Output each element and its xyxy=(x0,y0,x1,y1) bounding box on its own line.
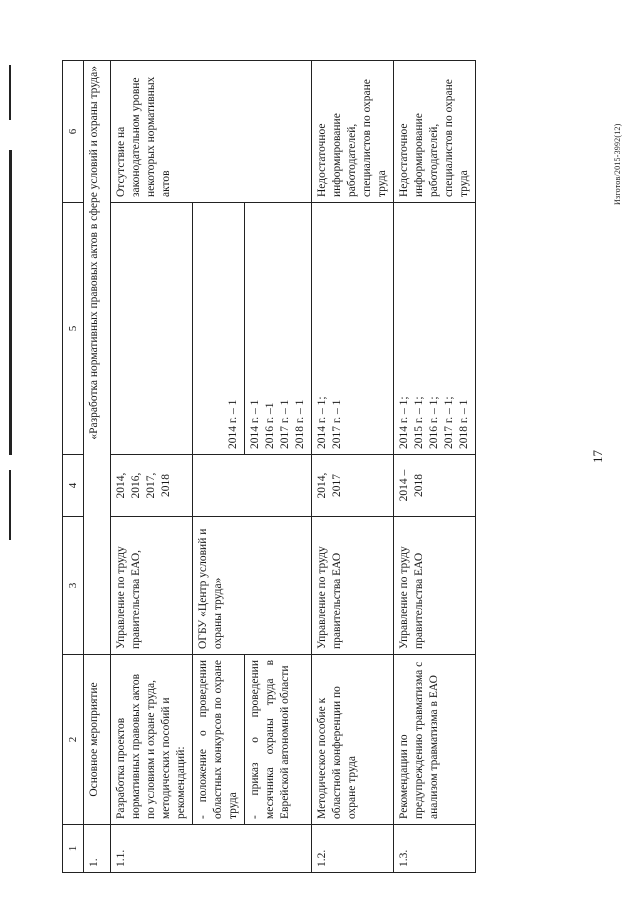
document-stamp: Изготов/2015-3992(12) xyxy=(613,123,622,205)
row-number: 1.3. xyxy=(394,825,476,873)
risk: Отсутствие на законодательном уровне некоторых нормативных актов xyxy=(111,61,312,203)
years: 2014 – 2018 xyxy=(394,455,476,517)
executor: Управление по труду правительства ЕАО, xyxy=(111,517,193,655)
header-cell: 6 xyxy=(63,61,84,203)
header-cell: 1 xyxy=(63,825,84,873)
executor: ОГБУ «Центр условий и охраны труда» xyxy=(193,517,312,655)
measure-text: Рекомендации по предупреждению травматизма с анализом травматизма в ЕАО xyxy=(394,655,476,825)
measure-text: - положение о проведении областных конкурсов по охране труда xyxy=(193,655,245,825)
section-title: Основное мероприятие xyxy=(84,655,111,825)
program-table xyxy=(62,60,476,873)
table-row xyxy=(111,61,193,873)
section-number: 1. xyxy=(84,825,111,873)
header-cell: 5 xyxy=(63,203,84,455)
measure-text: Методическое пособие к областной конференции по охране труда xyxy=(312,655,394,825)
risk: Недостаточное информирование работодателей, специалистов по охране труда xyxy=(394,61,476,203)
executor: Управление по труду правительства ЕАО xyxy=(394,517,476,655)
table-row xyxy=(312,61,394,873)
row-number: 1.1. xyxy=(111,825,312,873)
risk: Недостаточное информирование работодателей, специалистов по охране труда xyxy=(312,61,394,203)
header-cell: 2 xyxy=(63,655,84,825)
years: 2014, 2017 xyxy=(312,455,394,517)
years: 2014, 2016, 2017, 2018 xyxy=(111,455,193,517)
header-cell: 4 xyxy=(63,455,84,517)
table-row xyxy=(394,61,476,873)
indicator xyxy=(111,203,193,455)
header-cell: 3 xyxy=(63,517,84,655)
indicator: 2014 г. – 1 2016 г. –1 2017 г. – 1 2018 г. – 1 xyxy=(245,203,312,455)
indicator: 2014 г. – 1; 2015 г. – 1; 2016 г. – 1; 2017 г. – 1; 2018 г. – 1 xyxy=(394,203,476,455)
executor: Управление по труду правительства ЕАО xyxy=(312,517,394,655)
years xyxy=(193,455,312,517)
section-row xyxy=(84,61,111,873)
section-name: «Разработка нормативных правовых актов в сфере условий и охраны труда» xyxy=(84,61,111,655)
measure-text: - приказ о проведении месячника охраны труда в Еврейской автономной области xyxy=(245,655,312,825)
indicator: 2014 г. – 1; 2017 г. – 1 xyxy=(312,203,394,455)
measure-text: Разработка проектов нормативных правовых актов по условиям и охране труда, методических пособий и рекомендаций: xyxy=(111,655,193,825)
row-number: 1.2. xyxy=(312,825,394,873)
indicator: 2014 г. – 1 xyxy=(193,203,245,455)
page-number: 17 xyxy=(590,450,605,463)
header-row xyxy=(63,61,84,873)
